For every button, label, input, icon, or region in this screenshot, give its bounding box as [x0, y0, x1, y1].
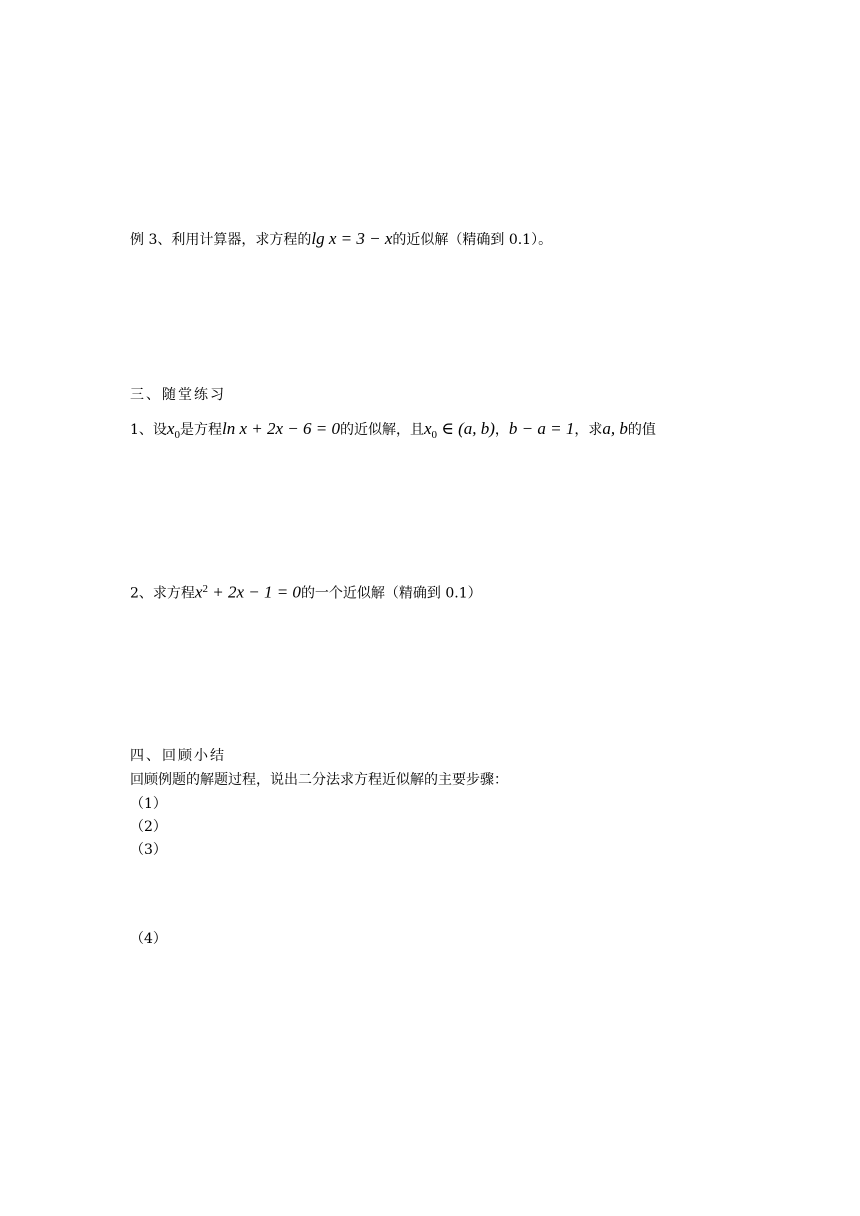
- exercise-2-suffix: 的一个近似解（精确到 0.1）: [300, 585, 482, 602]
- section-4-heading: 四、回顾小结: [130, 748, 226, 764]
- exercise-1-membership-sub: 0: [431, 428, 437, 441]
- example-3: [130, 229, 552, 250]
- exercise-1-var-sub: 0: [174, 428, 180, 441]
- exercise-1-equation: ln x + 2x − 6 = 0: [221, 419, 340, 438]
- exercise-1: [130, 419, 656, 445]
- step-4: （4）: [130, 931, 167, 947]
- exercise-1-mid2: 的近似解，且: [339, 422, 424, 438]
- exercise-1-ask: a, b: [602, 419, 628, 438]
- step-1: （1）: [130, 796, 167, 812]
- section-4-intro: 回顾例题的解题过程，说出二分法求方程近似解的主要步骤：: [130, 772, 508, 788]
- exercise-1-mid1: 是方程: [179, 422, 222, 438]
- example-3-equation: lg x = 3 − x: [311, 229, 393, 248]
- exercise-2-eq-var: x: [194, 582, 203, 602]
- exercise-1-relation: b − a = 1: [508, 419, 575, 438]
- exercise-1-prefix: 1、设: [130, 422, 167, 438]
- exercise-1-sep2: ，求: [574, 422, 603, 438]
- exercise-1-sep1: ，: [494, 422, 509, 438]
- step-2: （2）: [130, 819, 167, 835]
- exercise-1-membership-var: x: [423, 419, 432, 438]
- example-3-suffix: 的近似解（精确到 0.1）。: [392, 232, 553, 248]
- exercise-2-eq-exp: 2: [202, 583, 208, 595]
- example-3-prefix: 例 3、利用计算器，求方程的: [130, 232, 312, 248]
- step-3: （3）: [130, 842, 167, 858]
- exercise-1-var: x: [166, 419, 175, 438]
- exercise-2: [130, 579, 482, 604]
- exercise-1-membership-rest: ∈ (a, b): [437, 419, 495, 438]
- exercise-2-prefix: 2、求方程: [130, 585, 195, 602]
- exercise-2-eq-rest: + 2x − 1 = 0: [207, 582, 301, 602]
- section-3-heading: 三、随堂练习: [130, 387, 226, 403]
- exercise-1-suffix: 的值: [627, 422, 656, 438]
